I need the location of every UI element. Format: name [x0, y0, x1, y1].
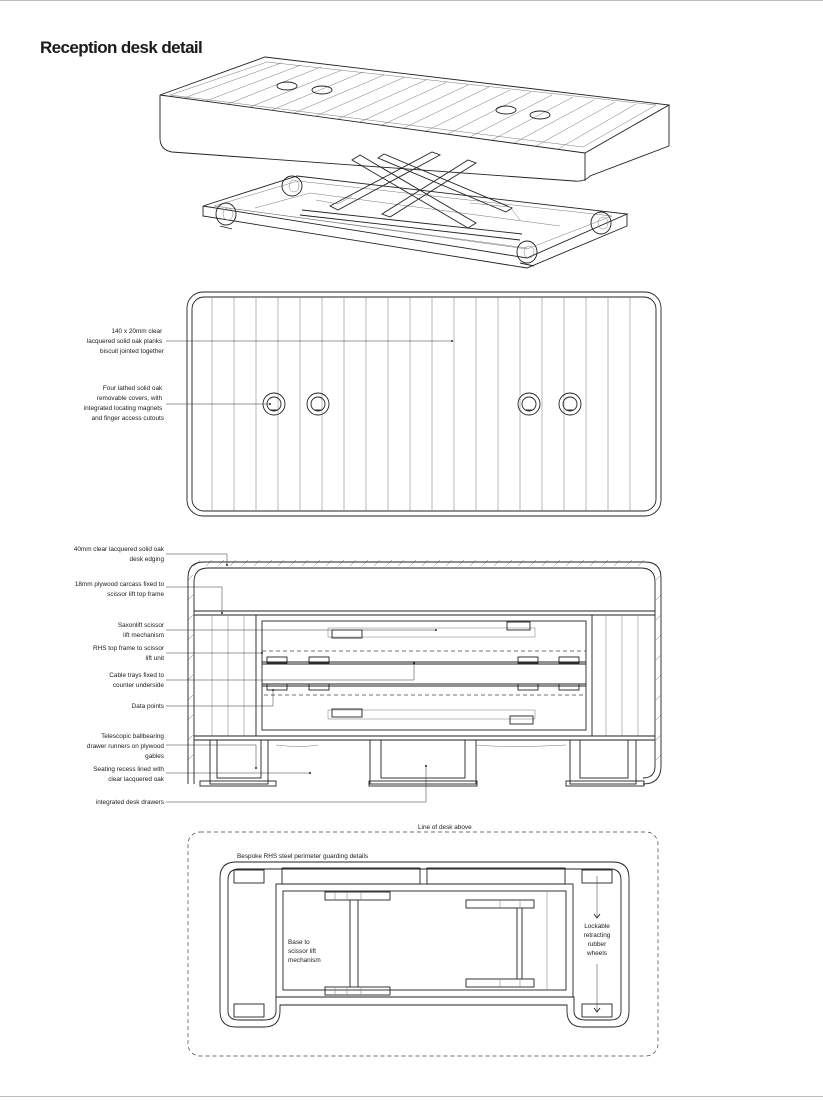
label-guarding: Bespoke RHS steel perimeter guarding details — [237, 853, 369, 860]
label-plywood-carcass: 18mm plywood carcass fixed to scissor lift top frame — [74, 581, 164, 598]
label-saxonlift: Saxonlift scissor lift mechanism — [117, 622, 164, 639]
label-drawer-runners: Telescopic ballbearing drawer runners on plywood gables — [86, 733, 164, 760]
drawer-units — [194, 736, 655, 786]
section-view — [74, 546, 661, 806]
label-seating-recess: Seating recess lined with clear lacquered oak — [93, 766, 164, 783]
label-line-of-desk-above: Line of desk above — [418, 824, 472, 831]
label-rhs-top-frame: RHS top frame to scissor lift unit — [92, 645, 164, 662]
base-lift-feet — [325, 891, 547, 995]
bottom-rule — [0, 1096, 823, 1097]
plan-access-covers — [263, 393, 581, 415]
label-oak-edging: 40mm clear lacquered solid oak desk edging — [73, 546, 164, 563]
label-wheels: Lockable retracting rubber wheels — [583, 923, 611, 957]
plan-planks — [212, 297, 630, 511]
plan-view — [84, 292, 661, 516]
base-frame — [276, 884, 573, 997]
section-outline — [188, 562, 661, 784]
label-cable-trays: Cable trays fixed to counter underside — [109, 672, 164, 689]
plan-label-covers: Four lathed solid oak removable covers, with integrated locating magnets and finger access cutouts — [83, 385, 164, 422]
plywood-carcass — [194, 611, 655, 615]
isometric-view — [160, 57, 669, 268]
section-leaders — [166, 554, 437, 802]
iso-table-top — [160, 57, 669, 181]
label-base-to-scissor-lift: Base to scissor lift mechanism — [288, 939, 321, 964]
label-data-points: Data points — [131, 703, 164, 710]
base-plan-view — [188, 824, 658, 1056]
page-title: Reception desk detail — [40, 38, 203, 57]
plan-label-planks: 140 x 20mm clear lacquered solid oak planks biscuit jointed together — [86, 328, 164, 355]
scissor-lift-frame — [256, 615, 592, 736]
label-desk-drawers: integrated desk drawers — [95, 799, 164, 806]
base-guarding-outline — [220, 862, 629, 1027]
